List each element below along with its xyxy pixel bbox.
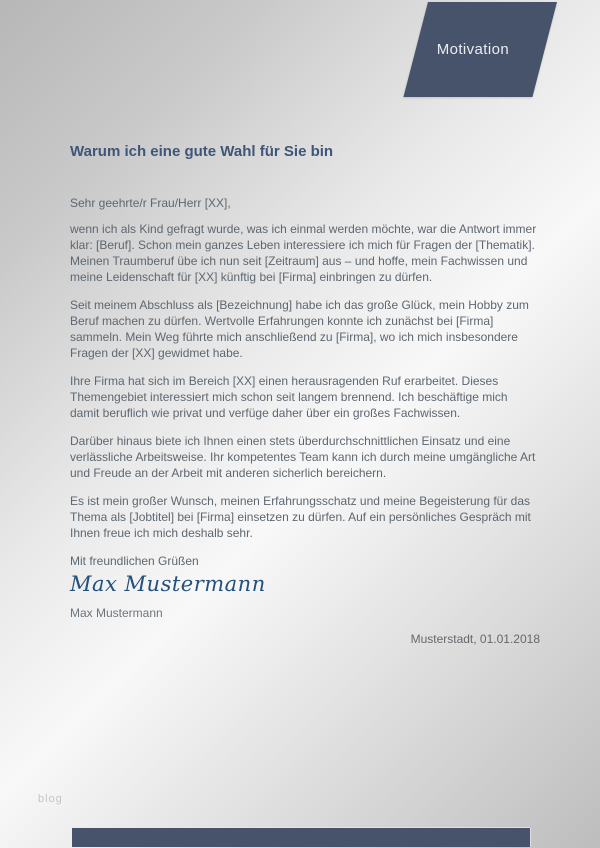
salutation: Sehr geehrte/r Frau/Herr [XX], <box>70 196 231 210</box>
paragraph-company: Ihre Firma hat sich im Bereich [XX] einen herausragenden Ruf erarbeitet. Dieses Themengebiet interessiert mich schon seit langem brennend. Ich beschäftige mich damit beruflich wie privat und verfüge daher über ein großes Fachwissen. <box>70 374 508 420</box>
paragraph-strengths: Darüber hinaus biete ich Ihnen einen stets überdurchschnittlichen Einsatz und eine verlässliche Arbeitsweise. Ihr kompetentes Team kann ich durch meine umgängliche Art und Freude an der Arbeit mit anderen sicherlich bereichern. <box>70 434 536 480</box>
paragraph-wish: Es ist mein großer Wunsch, meinen Erfahrungsschatz und meine Begeisterung für das Thema als [Jobtitel] bei [Firma] einsetzen zu dürfen. Auf ein persönliches Gespräch mit Ihnen freue ich mich deshalb sehr. <box>70 494 531 540</box>
handwritten-signature: Max Mustermann <box>70 572 266 596</box>
banner-label: Motivation <box>437 41 510 58</box>
paragraph-intro: wenn ich als Kind gefragt wurde, was ich einmal werden möchte, war die Antwort immer klar: [Beruf]. Schon mein ganzes Leben interessiere ich mich für Fragen der [Thematik]. Meinen Traumberuf übe ich nun seit [Zeitraum] aus – und hoffe, mein Fachwissen und meine Leidenschaft für [XX] künftig bei [Firma] einbringen zu dürfen. <box>70 222 537 284</box>
blog-watermark: blog <box>38 793 63 805</box>
motivation-banner <box>403 2 557 97</box>
bottom-accent-bar <box>72 828 530 847</box>
closing-phrase: Mit freundlichen Grüßen <box>70 554 199 568</box>
paragraph-experience: Seit meinem Abschluss als [Bezeichnung] habe ich das große Glück, mein Hobby zum Beruf machen zu dürfen. Wertvolle Erfahrungen konnte ich zunächst bei [Firma] sammeln. Mein Weg führte mich anschließend zu [Firma], wo ich mich insbesondere Fragen der [XX] gewidmet habe. <box>70 298 529 360</box>
signer-name: Max Mustermann <box>70 606 163 620</box>
letter-body <box>70 143 540 647</box>
place-and-date: Musterstadt, 01.01.2018 <box>410 632 540 646</box>
letter-heading: Warum ich eine gute Wahl für Sie bin <box>70 143 334 160</box>
